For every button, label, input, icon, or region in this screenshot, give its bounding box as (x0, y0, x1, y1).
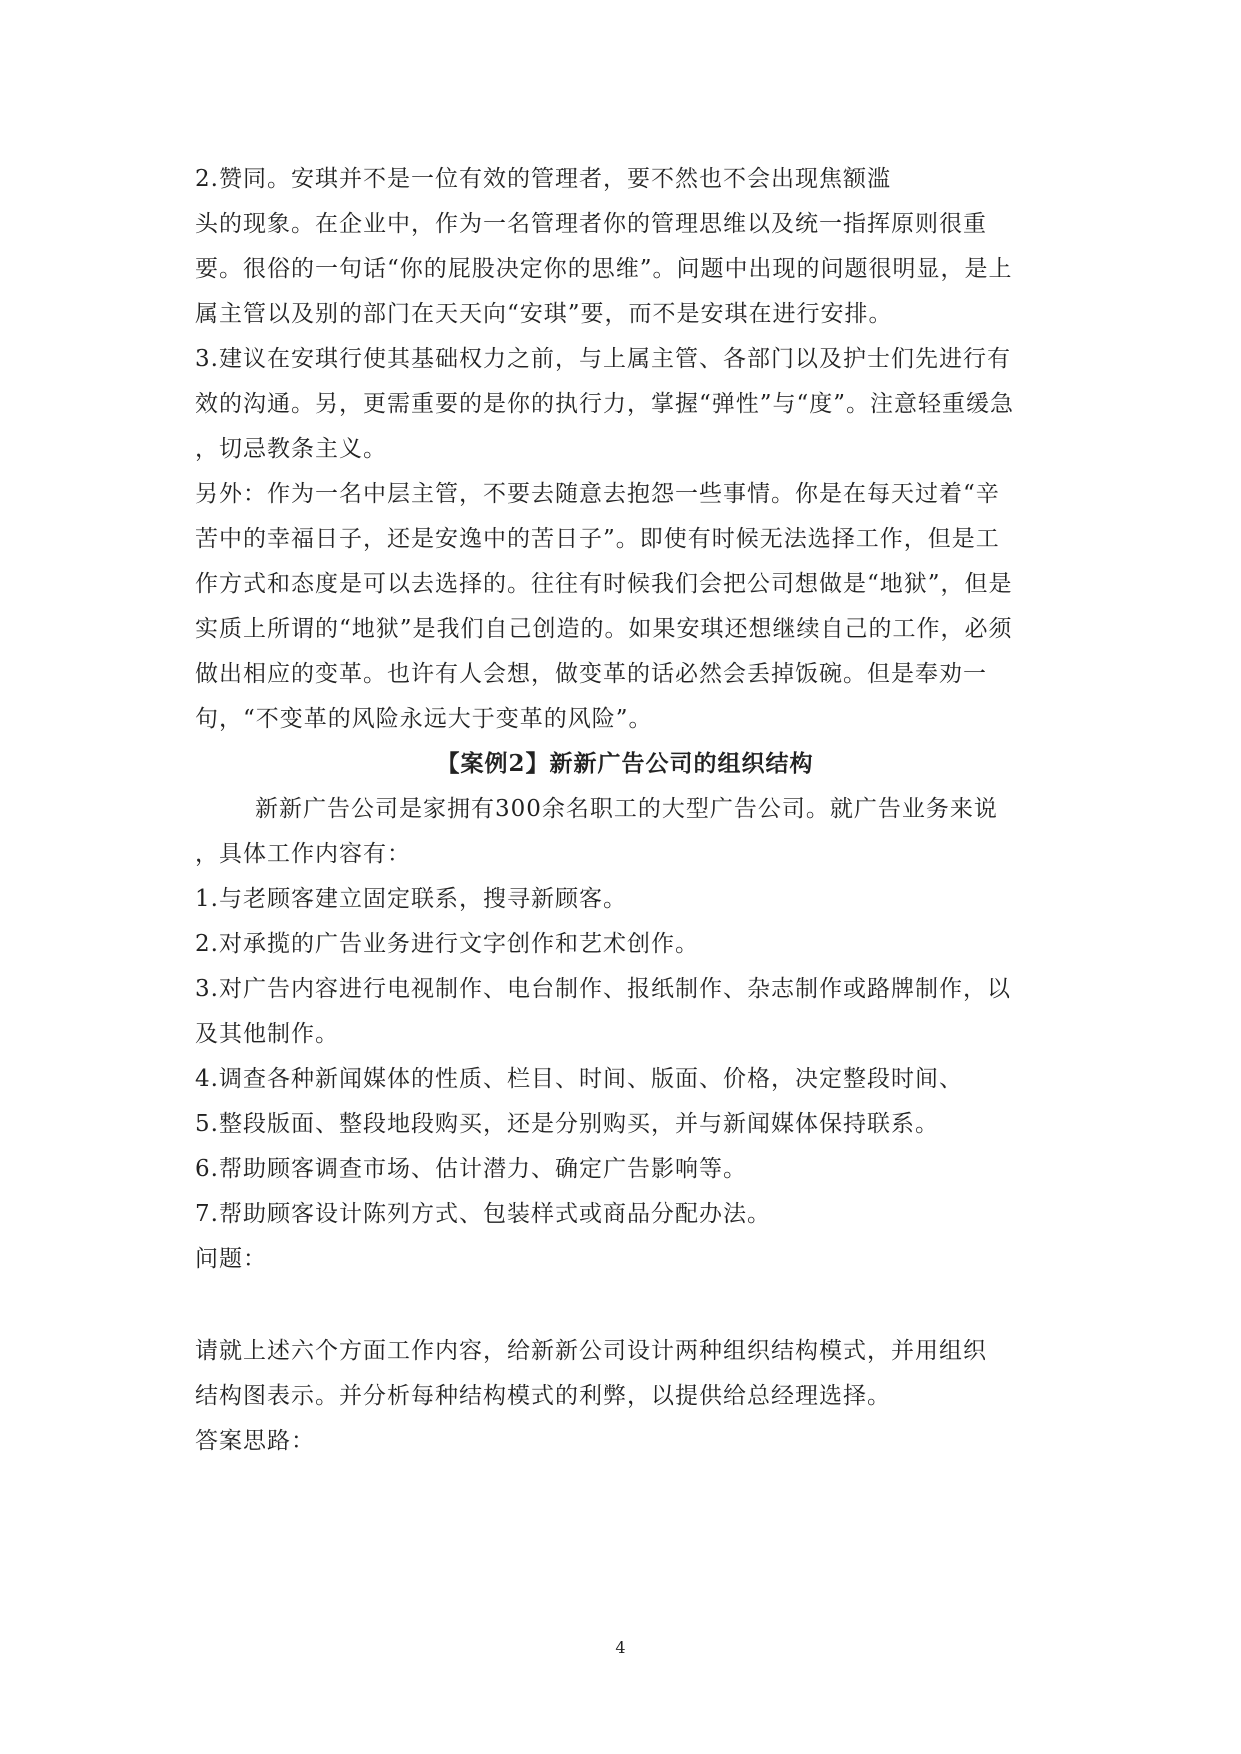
paragraph-line: 效的沟通。另，更需重要的是你的执行力，掌握“弹性”与“度”。注意轻重缓急 (195, 391, 1015, 417)
paragraph-line: 句，“不变革的风险永远大于变革的风险”。 (195, 706, 653, 732)
paragraph-line: 3.建议在安琪行使其基础权力之前，与上属主管、各部门以及护士们先进行有 (195, 346, 1011, 372)
paragraph-line: 另外：作为一名中层主管，不要去随意去抱怨一些事情。你是在每天过着“辛 (195, 481, 1000, 507)
case-line: 及其他制作。 (195, 1021, 339, 1047)
case-line: 4.调查各种新闻媒体的性质、栏目、时间、版面、价格，决定整段时间、 (195, 1066, 963, 1092)
case-heading: 【案例2】新新广告公司的组织结构 (436, 750, 814, 777)
paragraph-line: 要。很俗的一句话“你的屁股决定你的思维”。问题中出现的问题很明显，是上 (195, 256, 1013, 282)
case-line: 2.对承揽的广告业务进行文字创作和艺术创作。 (195, 931, 699, 957)
case-line: 6.帮助顾客调查市场、估计潜力、确定广告影响等。 (195, 1156, 747, 1182)
question-label: 问题： (195, 1246, 267, 1272)
case-line: 新新广告公司是家拥有300余名职工的大型广告公司。就广告业务来说 (255, 796, 998, 822)
case-line: 5.整段版面、整段地段购买，还是分别购买，并与新闻媒体保持联系。 (195, 1111, 939, 1137)
paragraph-line: 做出相应的变革。也许有人会想，做变革的话必然会丢掉饭碗。但是奉劝一 (195, 661, 987, 687)
paragraph-line: 2.赞同。安琪并不是一位有效的管理者，要不然也不会出现焦额滥 (195, 166, 891, 192)
paragraph-line: 实质上所谓的“地狱”是我们自己创造的。如果安琪还想继续自己的工作，必须 (195, 616, 1013, 642)
case-line: 3.对广告内容进行电视制作、电台制作、报纸制作、杂志制作或路牌制作，以 (195, 976, 1011, 1002)
case-line: ，具体工作内容有： (195, 841, 411, 867)
paragraph-line: 头的现象。在企业中，作为一名管理者你的管理思维以及统一指挥原则很重 (195, 211, 987, 237)
paragraph-line: 苦中的幸福日子，还是安逸中的苦日子”。即使有时候无法选择工作，但是工 (195, 526, 1000, 552)
question-line: 结构图表示。并分析每种结构模式的利弊，以提供给总经理选择。 (195, 1383, 891, 1409)
case-line: 7.帮助顾客设计陈列方式、包装样式或商品分配办法。 (195, 1201, 771, 1227)
paragraph-line: 作方式和态度是可以去选择的。往往有时候我们会把公司想做是“地狱”，但是 (195, 571, 1013, 597)
paragraph-line: 属主管以及别的部门在天天向“安琪”要，而不是安琪在进行安排。 (195, 301, 893, 327)
case-line: 1.与老顾客建立固定联系，搜寻新顾客。 (195, 886, 627, 912)
answer-label: 答案思路： (195, 1428, 315, 1454)
paragraph-line: ，切忌教条主义。 (195, 436, 387, 462)
page-number: 4 (615, 1638, 626, 1657)
question-line: 请就上述六个方面工作内容，给新新公司设计两种组织结构模式，并用组织 (195, 1338, 987, 1364)
